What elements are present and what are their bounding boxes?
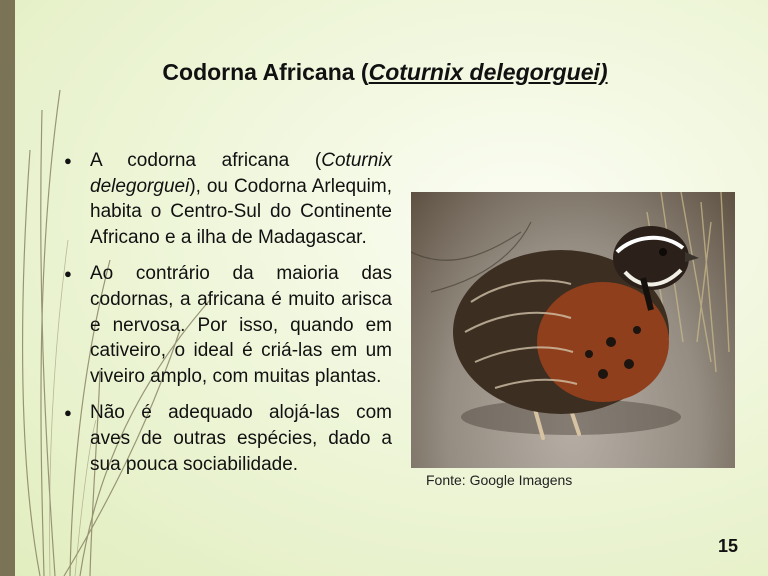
bullet-text: A codorna africana ( <box>90 150 322 171</box>
page-number: 15 <box>717 536 738 556</box>
image-caption: Fonte: Google Imagens <box>426 472 573 488</box>
bullet-text-cont: ), ou Codorna Arlequim, habita o Centro-Sul do Continente Africano e a ilha de Madagascar. <box>90 175 392 248</box>
bullet-text: Não é adequado alojá-las com aves de outras espécies, dado a sua pouca sociabilidade. <box>90 402 392 475</box>
bullet-dot: ● <box>64 405 72 421</box>
bullet-scientific-name: Coturnix delegorguei <box>90 150 392 197</box>
title-scientific-name: Coturnix delegorguei) <box>368 59 608 85</box>
bullet-dot: ● <box>64 266 72 282</box>
quail-photo <box>411 192 735 468</box>
bullet-list <box>60 148 392 488</box>
bullet-item-2 <box>60 261 392 389</box>
bullet-item-1 <box>60 148 392 250</box>
bullet-item-3 <box>60 400 392 477</box>
bullet-dot: ● <box>64 153 72 168</box>
title-common-name: Codorna Africana <box>162 59 355 85</box>
title-paren: ( <box>354 59 369 85</box>
slide-title <box>40 56 730 88</box>
bullet-text: Ao contrário da maioria das codornas, a africana é muito arisca e nervosa. Por isso, quando em cativeiro, o ideal é criá-las em um viveiro amplo, com muitas plantas. <box>90 263 392 387</box>
left-accent-bar <box>0 0 15 576</box>
